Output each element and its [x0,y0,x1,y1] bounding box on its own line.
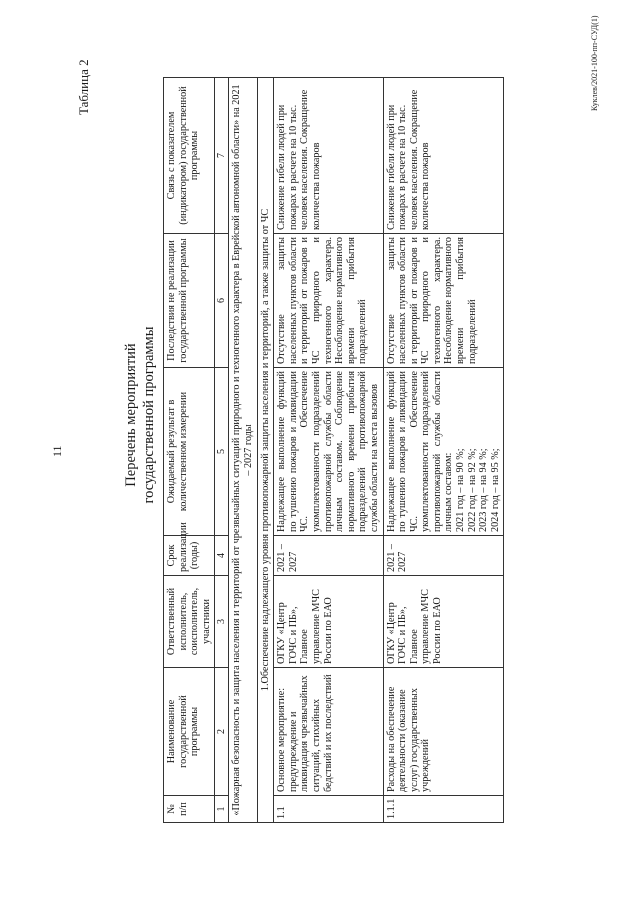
result-year-2024: 2024 год – на 95 %; [489,448,501,532]
page-number: 11 [50,445,64,457]
table-row [383,78,504,823]
header-executor: Ответственный исполнитель, соисполнитель, участники [164,576,215,668]
header-consequence: Последствия не реализации государственной программы [164,234,215,368]
row-consequence: Отсутствие защиты населенных пунктов области и территорий от пожаров и ЧС природного и техногенного характера. Несоблюдение нормативного времени прибытия подразделений [274,234,383,368]
col-number: 7 [215,78,229,234]
row-result-intro: Надлежащее выполнение функций по тушению пожаров и ликвидации ЧС. Обеспечение укомплектованности подразделений противопожарной службы области личным составом: [385,371,455,532]
col-number: 3 [215,576,229,668]
row-num: 1.1.1 [383,796,504,823]
row-executor: ОГКУ «Центр ГОЧС и ПБ», Главное управление МЧС России по ЕАО [383,576,504,668]
row-num: 1.1 [274,796,383,823]
row-result: Надлежащее выполнение функций по тушению пожаров и ликвидации ЧС. Обеспечение укомплектованности подразделений противопожарной службы области личным составом. Соблюдение нормативного времени прибытия подразделений противопожарной службы области на места вызовов [274,368,383,536]
header-row [164,78,215,823]
page-title [122,265,158,565]
table-label: Таблица 2 [76,59,91,115]
col-number: 2 [215,668,229,796]
program-title: «Пожарная безопасность и защита населения и территорий от чрезвычайных ситуаций природного и техногенного характера в Еврейской автономной области» на 2021 – 2027 годы [229,78,257,823]
title-line-1: Перечень мероприятий [123,343,139,487]
result-year-2023: 2023 год – на 94 %; [478,448,490,532]
row-link: Снижение гибели людей при пожарах в расчете на 10 тыс. человек населения. Сокращение количества пожаров [274,78,383,234]
header-term: Срок реализации (годы) [164,536,215,576]
column-number-row [215,78,229,823]
row-term: 2021 – 2027 [383,536,504,576]
row-link: Снижение гибели людей при пожарах в расчете на 10 тыс. человек населения. Сокращение количества пожаров [383,78,504,234]
result-year-2022: 2022 год – на 92 %; [466,448,478,532]
col-number: 6 [215,234,229,368]
footer-code: Куклев/2021-100-пп-СУД(1) [590,15,599,111]
row-result [383,368,504,536]
header-name: Наименование государственной программы [164,668,215,796]
col-number: 4 [215,536,229,576]
row-name: Основное мероприятие: предупреждение и ликвидация чрезвычайных ситуаций, стихийных бедствий и их последствий [274,668,383,796]
col-number: 5 [215,368,229,536]
row-executor: ОГКУ «Центр ГОЧС и ПБ», Главное управление МЧС России по ЕАО [274,576,383,668]
measures-table [163,77,504,823]
title-line-2: государственной программы [141,326,157,504]
row-term: 2021 – 2027 [274,536,383,576]
col-number: 1 [215,796,229,823]
header-num: № п/п [164,796,215,823]
section-title-row [257,78,274,823]
section-title: 1.Обеспечение надлежащего уровня противопожарной защиты населения и территорий, а также защиты от ЧС [257,78,274,823]
header-link: Связь с показателем (индикатором) государственной программы [164,78,215,234]
row-name: Расходы на обеспечение деятельности (оказание услуг) государственных учреждений [383,668,504,796]
table-row [274,78,383,823]
header-result: Ожидаемый результат в количественном измерении [164,368,215,536]
result-year-2021: 2021 год – на 90 %; [455,448,467,532]
program-title-row [229,78,257,823]
row-consequence: Отсутствие защиты населенных пунктов области и территорий от пожаров и ЧС природного и техногенного характера. Несоблюдение нормативного времени прибытия подразделений [383,234,504,368]
